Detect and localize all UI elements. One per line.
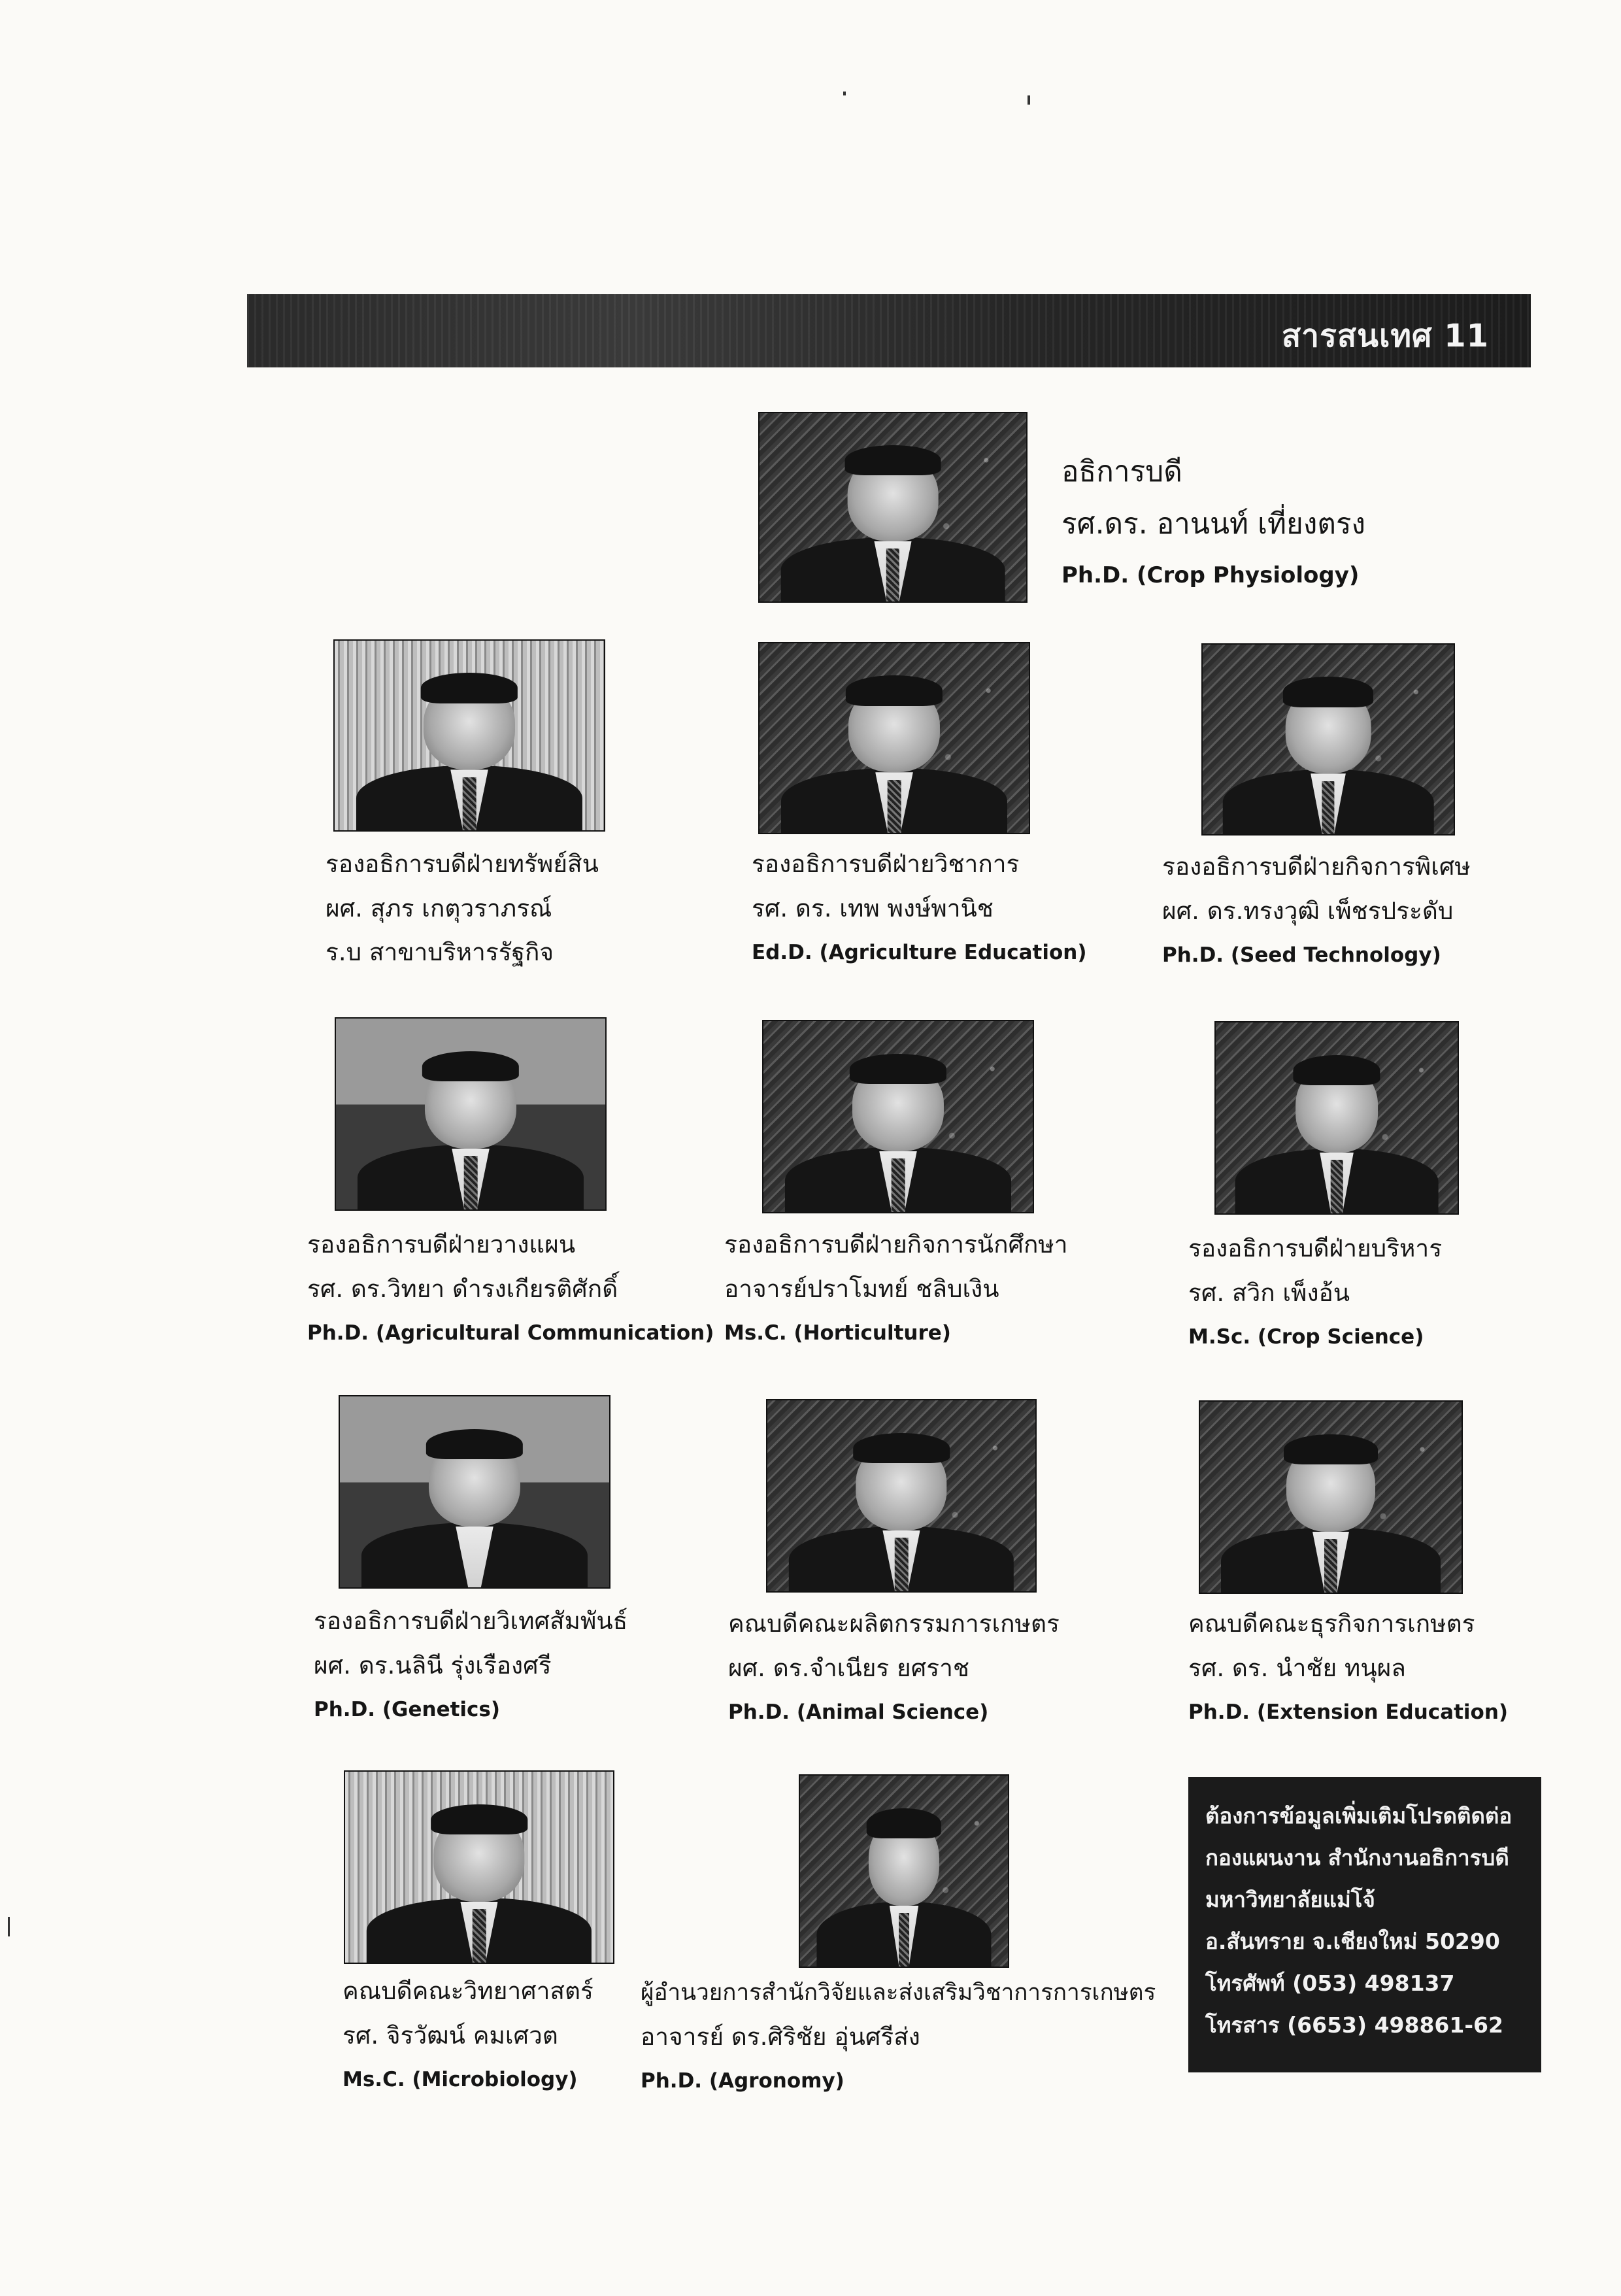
official-name: อาจารย์ ดร.ศิริชัย อุ่นศรีส่ง [641,2023,920,2051]
header-band [247,294,1531,367]
scan-speck [843,92,846,95]
official-position: รองอธิการบดีฝ่ายวิเทศสัมพันธ์ [314,1607,628,1635]
official-degree: Ms.C. (Microbiology) [343,2068,578,2091]
official-name: รศ. จิรวัฒน์ คมเศวต [343,2021,558,2050]
contact-line: มหาวิทยาลัยแม่โจ้ [1205,1887,1375,1912]
official-photo [762,1020,1034,1213]
official-caption [1188,1602,1508,1734]
contact-box [1188,1777,1541,2072]
official-position: ผู้อำนวยการสำนักวิจัยและส่งเสริมวิชาการการเกษตร [641,1980,1156,2006]
official-caption [728,1602,1060,1734]
official-caption [724,1223,1068,1355]
official-photo [1199,1400,1463,1594]
official-degree: Ph.D. (Animal Science) [728,1700,989,1724]
official-position: คณบดีคณะวิทยาศาสตร์ [343,1977,593,2005]
official-degree: Ph.D. (Agronomy) [641,2069,844,2093]
president-photo [758,412,1028,603]
official-name: รศ. ดร.วิทยา ดำรงเกียรติศักดิ์ [307,1275,618,1303]
page-header-title: สารสนเทศ 11 [1281,318,1489,354]
official-degree: Ms.C. (Horticulture) [724,1321,951,1345]
official-photo [758,642,1030,834]
contact-line: โทรศัพท์ (053) 498137 [1205,1970,1455,1996]
official-photo [799,1774,1009,1968]
official-position: คณบดีคณะผลิตกรรมการเกษตร [728,1610,1060,1638]
president-name: รศ.ดร. อานนท์ เที่ยงตรง [1061,507,1366,541]
official-degree: M.Sc. (Crop Science) [1188,1325,1424,1349]
official-photo [766,1399,1037,1593]
official-photo [339,1395,610,1589]
official-photo [333,639,605,832]
official-name: ผศ. ดร.ทรงวุฒิ เพ็ชรประดับ [1162,897,1454,925]
official-degree: Ph.D. (Agricultural Communication) [307,1321,714,1345]
president-position: อธิการบดี [1061,455,1182,488]
contact-line: กองแผนงาน สำนักงานอธิการบดี [1205,1845,1509,1870]
official-caption [314,1599,627,1731]
official-position: รองอธิการบดีฝ่ายบริหาร [1188,1234,1443,1262]
official-name: ผศ. ดร.นลินี รุ่งเรืองศรี [314,1651,552,1680]
official-degree: Ph.D. (Seed Technology) [1162,943,1441,967]
official-position: คณบดีคณะธุรกิจการเกษตร [1188,1610,1475,1638]
official-photo [344,1770,614,1964]
official-degree: Ph.D. (Extension Education) [1188,1700,1509,1724]
contact-line: อ.สันทราย จ.เชียงใหม่ 50290 [1205,1929,1500,1954]
official-name: อาจารย์ปราโมทย์ ชลิบเงิน [724,1275,999,1303]
official-caption [1162,845,1471,977]
official-degree: ร.บ สาขาบริหารรัฐกิจ [326,938,554,966]
official-name: รศ. ดร. นำชัย ทนุผล [1188,1654,1406,1682]
official-caption [343,1969,593,2101]
official-caption [1188,1226,1442,1359]
official-position: รองอธิการบดีฝ่ายกิจการพิเศษ [1162,853,1471,881]
official-photo [1201,643,1455,836]
official-photo [1214,1021,1459,1215]
official-caption [307,1223,714,1355]
official-position: รองอธิการบดีฝ่ายกิจการนักศึกษา [724,1230,1068,1258]
official-degree: Ed.D. (Agriculture Education) [752,941,1087,964]
official-name: ผศ. สุภร เกตุวราภรณ์ [326,894,552,922]
official-caption [752,842,1086,974]
official-name: ผศ. ดร.จำเนียร ยศราช [728,1654,969,1682]
official-photo [335,1017,607,1211]
contact-line: โทรสาร (6653) 498861-62 [1205,2012,1503,2038]
official-caption [641,1970,1156,2102]
official-name: รศ. สวิก เพ็งอ้น [1188,1279,1350,1307]
scan-speck [1028,95,1030,105]
official-position: รองอธิการบดีฝ่ายวางแผน [307,1230,576,1258]
official-degree: Ph.D. (Genetics) [314,1698,501,1721]
official-position: รองอธิการบดีฝ่ายวิชาการ [752,850,1020,878]
official-caption [326,842,599,974]
president-caption [1061,446,1365,600]
president-degree: Ph.D. (Crop Physiology) [1061,562,1360,588]
official-name: รศ. ดร. เทพ พงษ์พานิช [752,894,994,922]
contact-line: ต้องการข้อมูลเพิ่มเติมโปรดติดต่อ [1205,1803,1512,1829]
scan-speck [8,1917,10,1936]
official-position: รองอธิการบดีฝ่ายทรัพย์สิน [326,850,599,878]
